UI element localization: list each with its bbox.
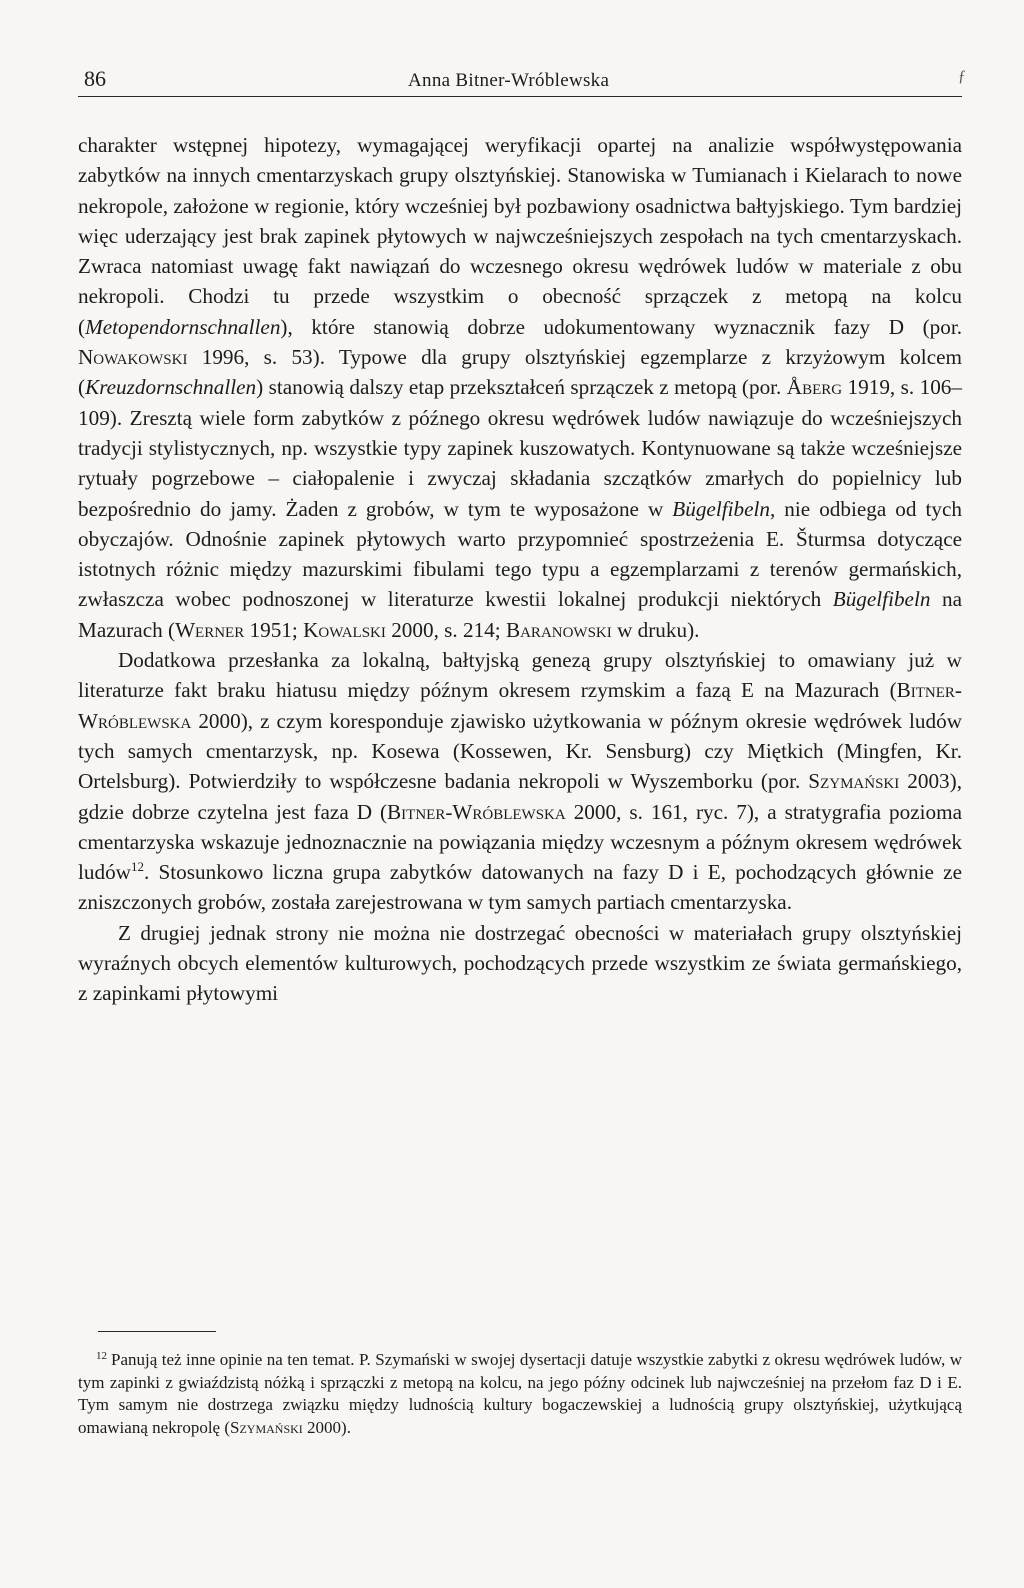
text-run: charakter wstępnej hipotezy, wymagającej weryfikacji opartej na analizie współwystępowania zabytków na innych cmentarzyskach grupy olsztyńskiej. Stanowiska w Tumianach i Kielarach to nowe nekropole, założone w regionie, który wcześniej był pozbawiony osadnictwa bałtyjskiego. Tym bardziej więc uderzający jest brak zapinek płytowych w najwcześniejszych zespołach na tych cmentarzyskach. Zwraca natomiast uwagę fakt nawiązań do wczesnego okresu wędrówek ludów w materiale z obu nekropoli. Chodzi tu przede wszystkim o obecność sprzączek z metopą na kolcu ( <box>78 133 962 339</box>
text-run: 2003), gdzie dobrze czytelna jest faza D ( <box>78 769 962 824</box>
text-run: 2000), z czym koresponduje zjawisko użytkowania w późnym okresie wędrówek ludów tych samych cmentarzysk, np. Kosewa (Kossewen, Kr. Sensburg) czy Miętkich (Mingfen, Kr. Ortelsburg). Potwierdziły to współczesne badania nekropoli w Wyszemborku (por. <box>78 708 962 794</box>
footnote-marker: 12 <box>96 1350 107 1362</box>
citation-author: Kowalski <box>303 617 386 642</box>
text-run: 2000, s. 214; <box>385 617 506 642</box>
citation-author: Werner <box>175 617 245 642</box>
paragraph <box>78 918 962 1009</box>
paragraph <box>78 645 962 918</box>
text-run: Panują też inne opinie na ten temat. P. Szymański w swojej dysertacji datuje wszystkie zabytki z okresu wędrówek ludów, w tym zapinki z gwiaździstą nóżką i sprzączki z metopą na kolcu, na jego późny odcinek lub najwcześniej na przełom faz D i E. Tym samym nie dostrzega związku między ludnością kultury bogaczewskiej a ludnością grupy olsztyńskiej, użytkującą omawianą nekropolę ( <box>78 1350 962 1437</box>
italic-term: Metopendornschnallen <box>85 314 281 339</box>
citation-author: Bitner-Wróblewska <box>387 799 566 824</box>
text-run: ), które stanowią dobrze udokumentowany wyznacznik fazy D (por. <box>280 314 962 339</box>
citation-author: Nowakowski <box>78 345 188 370</box>
citation-author: Szymański <box>808 769 900 794</box>
text-run: w druku). <box>611 617 700 642</box>
main-text <box>78 130 962 1009</box>
citation-author: Baranowski <box>505 617 612 642</box>
footnote-separator <box>98 1331 216 1332</box>
text-run: 2000, s. 161, ryc. 7), a stratygrafia poziomа cmentarzyska wskazuje jednoznacznie na powiązania między wczesnym a późnym okresem wędrówek ludów <box>78 799 963 885</box>
running-head: Anna Bitner-Wróblewska <box>408 70 610 91</box>
footnote-reference: 12 <box>130 859 144 875</box>
footnote <box>78 1345 962 1439</box>
citation-author: Szymański <box>230 1417 303 1437</box>
page-header <box>78 62 966 97</box>
text-run: , nie odbiega od tych obyczajów. Odnośnie zapinek płytowych warto przypomnieć spostrzeżenia E. Šturmsa dotyczące istotnych różnic między mazurskimi fibulami tego typu a egzemplarzami z terenów germańskich, zwłaszcza wobec podnoszonej w literaturze kwestii lokalnej produkcji niektórych <box>78 496 962 612</box>
italic-term: Kreuzdornschnallen <box>85 375 257 400</box>
citation-author: Bitner-Wróblewska <box>78 678 962 733</box>
text-run: ) stanowią dalszy etap przekształceń sprzączek z metopą (por. <box>256 375 787 400</box>
text-run: Z drugiej jednak strony nie można nie dostrzegać obecności w materiałach grupy olsztyńskiej wyraźnych obcych elementów kulturowych, pochodzących przede wszystkim ze świata germańskiego, z zapinkami płytowymi <box>78 920 962 1006</box>
italic-term: Bügelfibeln <box>672 496 770 521</box>
corner-mark: ƒ <box>958 68 966 85</box>
paragraph <box>78 130 962 645</box>
italic-term: Bügelfibeln <box>832 587 931 612</box>
page-number: 86 <box>84 66 106 91</box>
text-run: 2000). <box>302 1417 351 1437</box>
citation-author: Åberg <box>786 375 843 400</box>
text-run: 1951; <box>244 617 304 642</box>
text-run: . Stosunkowo liczna grupa zabytków datowanych na fazy D i E, pochodzących głównie ze zniszczonych grobów, została zarejestrowana w tym samych partiach cmentarzyska. <box>78 860 962 915</box>
text-run: 1996, s. 53). Typowe dla grupy olsztyńskiej egzemplarze z krzyżowym kolcem ( <box>78 345 962 400</box>
text-run: Dodatkowa przesłanka za lokalną, bałtyjską genezą grupy olsztyńskiej to omawiany już w literaturze fakt braku hiatusu między późnym okresem rzymskim a fazą E na Mazurach ( <box>78 648 962 703</box>
footnotes <box>78 1345 962 1439</box>
text-run: na Mazurach ( <box>78 587 962 642</box>
text-run: 1919, s. 106–109). Zresztą wiele form zabytków z późnego okresu wędrówek ludów nawiązuje do wcześniejszych tradycji stylistycznych, np. wszystkie typy zapinek kuszowatych. Kontynuowane są także wcześniejsze rytuały pogrzebowe – ciałopalenie i zwyczaj składania szczątków zmarłych do popielnicy lub bezpośrednio do jamy. Żaden z grobów, w tym te wyposażone w <box>78 375 962 521</box>
